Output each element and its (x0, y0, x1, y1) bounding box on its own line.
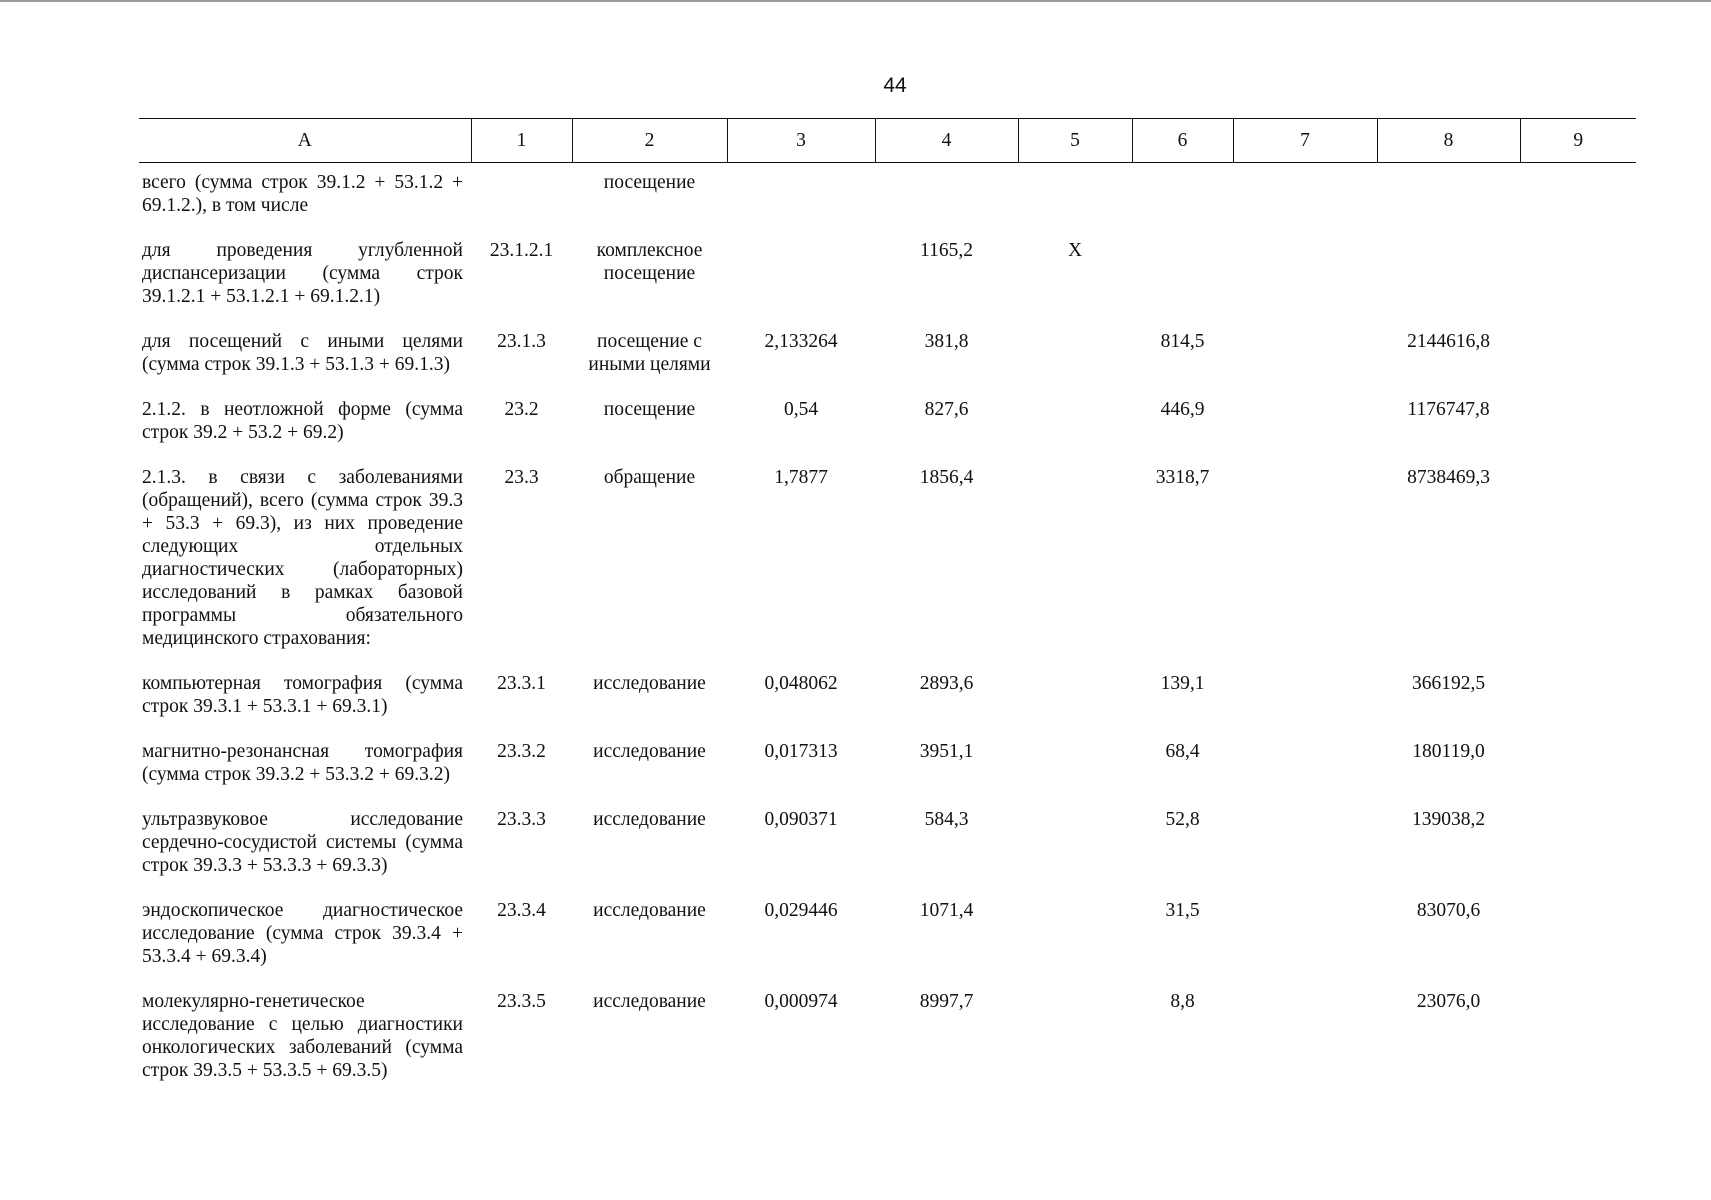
row-description: магнитно-резонансная томография (сумма строк 39.3.2 + 53.3.2 + 69.3.2) (142, 741, 463, 785)
row-description: для посещений с иными целями (сумма строк 39.1.3 + 53.1.3 + 69.1.3) (142, 331, 463, 375)
column-header-9: 9 (1520, 119, 1636, 163)
row-col-9 (1520, 664, 1636, 732)
row-col-4: 584,3 (924, 809, 969, 830)
row-description: молекулярно-генетическое исследование с целью диагностики онкологических заболеваний (сумма строк 39.3.5 + 53.3.5 + 69.3.5) (142, 991, 463, 1081)
row-col-6 (1132, 163, 1233, 232)
row-description: эндоскопическое диагностическое исследование (сумма строк 39.3.4 + 53.3.4 + 69.3.4) (142, 900, 463, 967)
row-col-8: 23076,0 (1416, 991, 1481, 1012)
row-col-7 (1233, 732, 1377, 800)
row-col-7 (1233, 891, 1377, 982)
row-unit: исследование (593, 809, 706, 830)
row-col-9 (1520, 163, 1636, 232)
row-col-8: 139038,2 (1411, 809, 1486, 830)
table-row (139, 322, 1636, 390)
row-col-9 (1520, 732, 1636, 800)
row-code (471, 163, 572, 232)
row-code: 23.3.1 (497, 673, 546, 694)
row-col-3: 0,54 (783, 399, 819, 420)
row-col-3: 0,090371 (764, 809, 838, 830)
data-table (139, 118, 1636, 1096)
table-row (139, 458, 1636, 664)
row-col-3 (727, 163, 875, 232)
row-col-4: 827,6 (924, 399, 969, 420)
row-col-7 (1233, 231, 1377, 322)
row-col-5 (1018, 800, 1132, 891)
row-col-8 (1377, 231, 1520, 322)
row-unit: посещение с иными целями (588, 331, 711, 375)
row-unit: обращение (603, 467, 696, 488)
row-col-5 (1018, 390, 1132, 458)
row-description: для проведения углубленной диспансеризации (сумма строк 39.1.2.1 + 53.1.2.1 + 69.1.2.1) (142, 240, 463, 307)
row-col-4: 3951,1 (919, 741, 974, 762)
table-row (139, 732, 1636, 800)
column-header-4: 4 (875, 119, 1018, 163)
row-col-7 (1233, 322, 1377, 390)
row-col-9 (1520, 891, 1636, 982)
row-col-6: 52,8 (1165, 809, 1200, 830)
row-col-8: 366192,5 (1411, 673, 1486, 694)
row-col-5 (1018, 982, 1132, 1096)
row-col-3: 0,029446 (764, 900, 838, 921)
row-description: всего (сумма строк 39.1.2 + 53.1.2 + 69.1.2.), в том числе (142, 172, 463, 216)
row-unit: комплексное посещение (596, 240, 703, 284)
row-col-7 (1233, 390, 1377, 458)
row-code: 23.3.3 (497, 809, 546, 830)
row-col-8 (1377, 163, 1520, 232)
table-row (139, 891, 1636, 982)
row-col-3: 1,7877 (774, 467, 828, 488)
row-col-8: 8738469,3 (1407, 467, 1490, 488)
row-col-9 (1520, 231, 1636, 322)
row-col-6: 3318,7 (1155, 467, 1210, 488)
row-col-5 (1018, 458, 1132, 664)
row-unit: посещение (603, 399, 696, 420)
table-row (139, 800, 1636, 891)
row-col-9 (1520, 800, 1636, 891)
row-col-3: 0,017313 (764, 741, 838, 762)
row-col-5 (1018, 891, 1132, 982)
row-unit: исследование (593, 741, 706, 762)
row-description: компьютерная томография (сумма строк 39.3.1 + 53.3.1 + 69.3.1) (142, 673, 463, 717)
table-row (139, 163, 1636, 232)
row-col-5 (1018, 732, 1132, 800)
row-description: 2.1.3. в связи с заболеваниями (обращений), всего (сумма строк 39.3 + 53.3 + 69.3), из них проведение следующих отдельных диагностических (лабораторных) исследований в рамках базовой программы обязательного медицинского страхования: (142, 467, 463, 649)
row-col-4: 381,8 (924, 331, 969, 352)
row-col-3: 0,048062 (764, 673, 838, 694)
row-col-4: 8997,7 (919, 991, 974, 1012)
row-col-5 (1018, 322, 1132, 390)
table-row (139, 231, 1636, 322)
row-col-4: 1856,4 (919, 467, 974, 488)
row-col-8: 2144616,8 (1407, 331, 1490, 352)
row-description: ультразвуковое исследование сердечно-сосудистой системы (сумма строк 39.3.3 + 53.3.3 + 69.3.3) (142, 809, 463, 876)
column-header-3: 3 (727, 119, 875, 163)
row-col-6: 139,1 (1160, 673, 1205, 694)
row-col-4: 1165,2 (920, 240, 973, 261)
row-col-5: Х (1067, 240, 1083, 261)
row-col-5 (1018, 163, 1132, 232)
header-row (139, 119, 1636, 163)
row-col-6 (1132, 231, 1233, 322)
page-number: 44 (883, 74, 907, 97)
row-col-6: 8,8 (1170, 991, 1195, 1012)
row-col-9 (1520, 322, 1636, 390)
row-unit: посещение (603, 172, 696, 193)
row-col-9 (1520, 458, 1636, 664)
row-col-5 (1018, 664, 1132, 732)
row-code: 23.3.2 (497, 741, 546, 762)
row-col-6: 814,5 (1160, 331, 1205, 352)
row-col-6: 31,5 (1165, 900, 1200, 921)
row-col-6: 68,4 (1165, 741, 1200, 762)
row-col-7 (1233, 800, 1377, 891)
row-code: 23.1.3 (497, 331, 546, 352)
row-col-4: 1071,4 (919, 900, 974, 921)
row-col-3 (727, 231, 875, 322)
column-header-1: 1 (471, 119, 572, 163)
column-header-8: 8 (1377, 119, 1520, 163)
table-row (139, 664, 1636, 732)
column-header-5: 5 (1018, 119, 1132, 163)
row-col-8: 180119,0 (1412, 741, 1485, 762)
row-unit: исследование (593, 991, 706, 1012)
row-code: 23.3.5 (497, 991, 546, 1012)
row-description: 2.1.2. в неотложной форме (сумма строк 39.2 + 53.2 + 69.2) (142, 399, 463, 443)
row-col-9 (1520, 982, 1636, 1096)
row-col-3: 0,000974 (764, 991, 838, 1012)
table-row (139, 390, 1636, 458)
scan-edge (0, 0, 1711, 2)
column-header-7: 7 (1233, 119, 1377, 163)
table-row (139, 982, 1636, 1096)
row-unit: исследование (593, 900, 706, 921)
row-col-7 (1233, 982, 1377, 1096)
column-header-2: 2 (572, 119, 727, 163)
row-code: 23.3.4 (497, 900, 546, 921)
row-col-4 (875, 163, 1018, 232)
row-col-6: 446,9 (1160, 399, 1205, 420)
row-col-7 (1233, 163, 1377, 232)
column-header-a: А (139, 119, 471, 163)
row-col-3: 2,133264 (764, 331, 838, 352)
row-col-8: 83070,6 (1416, 900, 1481, 921)
row-col-7 (1233, 458, 1377, 664)
row-code: 23.1.2.1 (489, 240, 554, 261)
row-col-4: 2893,6 (919, 673, 974, 694)
row-col-7 (1233, 664, 1377, 732)
column-header-6: 6 (1132, 119, 1233, 163)
row-col-9 (1520, 390, 1636, 458)
row-code: 23.3 (504, 467, 539, 488)
row-col-8: 1176747,8 (1407, 399, 1490, 420)
row-unit: исследование (593, 673, 706, 694)
row-code: 23.2 (504, 399, 539, 420)
